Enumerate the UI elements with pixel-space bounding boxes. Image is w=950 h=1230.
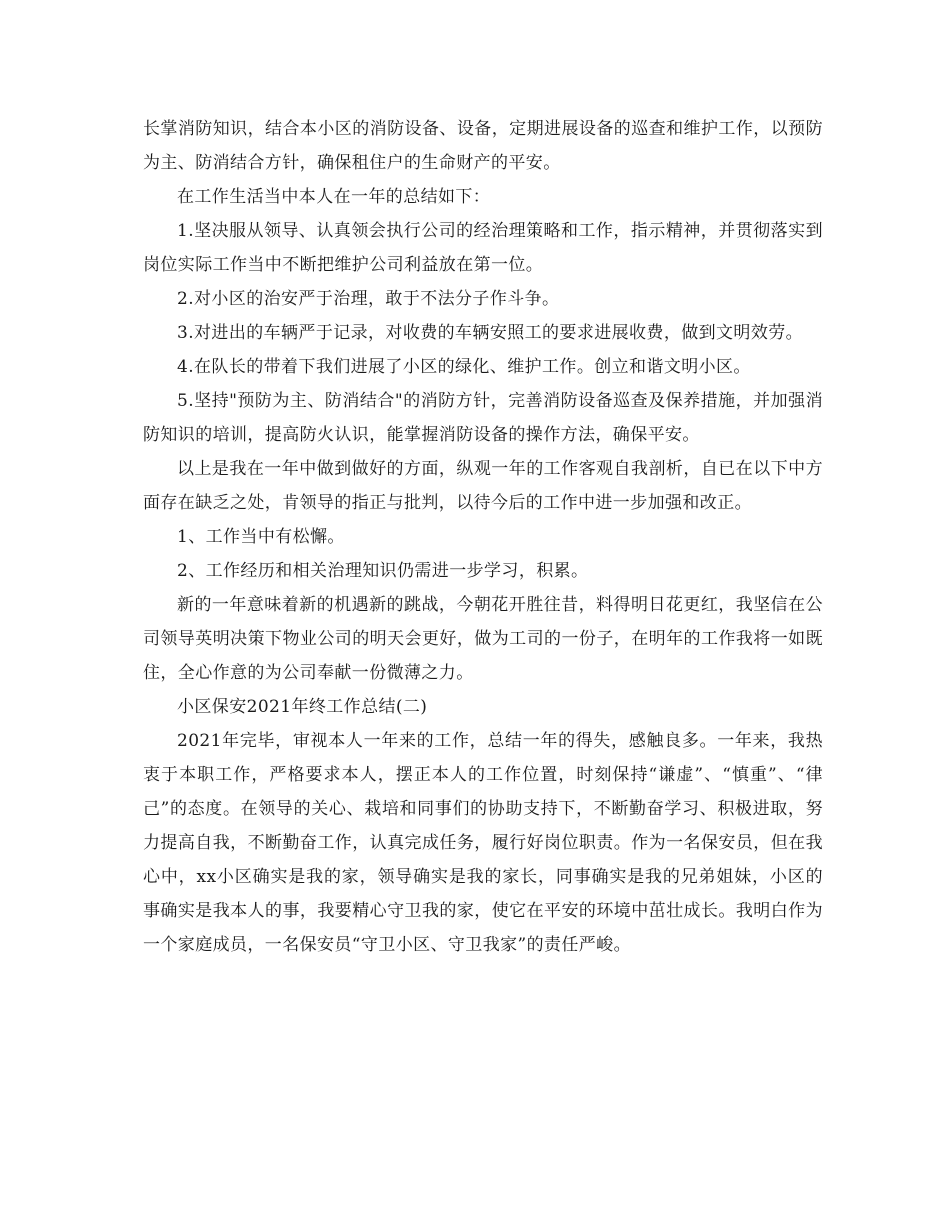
- paragraph-13: 2021年完毕，审视本人一年来的工作，总结一年的得失，感触良多。一年来，我热衷于本职工作，严格要求本人，摆正本人的工作位置，时刻保持“谦虚”、“慎重”、“律己”的态度。在领导的关心、栽培和同事们的协助支持下，不断勤奋学习、积极进取，努力提高自我，不断勤奋工作，认真完成任务，履行好岗位职责。作为一名保安员，但在我心中，xx小区确实是我的家，领导确实是我的家长，同事确实是我的兄弟姐妹，小区的事确实是我本人的事，我要精心守卫我的家，使它在平安的环境中茁壮成长。我明白作为一个家庭成员，一名保安员“守卫小区、守卫我家”的责任严峻。: [143, 731, 823, 955]
- paragraph-4: 2.对小区的治安严于治理，敢于不法分子作斗争。: [177, 289, 560, 309]
- paragraph-8: 以上是我在一年中做到做好的方面，纵观一年的工作客观自我剖析，自已在以下中方面存在缺乏之处，肯领导的指正与批判，以待今后的工作中进一步加强和改正。: [143, 459, 823, 513]
- paragraph-9: 1、工作当中有松懈。: [177, 527, 345, 547]
- paragraph-2: 在工作生活当中本人在一年的总结如下：: [177, 187, 491, 207]
- section-heading: 小区保安2021年终工作总结(二): [177, 697, 428, 717]
- paragraph-3: 1.坚决服从领导、认真领会执行公司的经治理策略和工作，指示精神，并贯彻落实到岗位实际工作当中不断把维护公司利益放在第一位。: [143, 221, 823, 275]
- paragraph-6: 4.在队长的带着下我们进展了小区的绿化、维护工作。创立和谐文明小区。: [177, 357, 751, 377]
- document-body: [143, 112, 823, 962]
- paragraph-5: 3.对进出的车辆严于记录，对收费的车辆安照工的要求进展收费，做到文明效劳。: [177, 323, 804, 343]
- paragraph-11: 新的一年意味着新的机遇新的跳战，今朝花开胜往昔，料得明日花更红，我坚信在公司领导英明决策下物业公司的明天会更好，做为工司的一份子，在明年的工作我将一如既住，全心作意的为公司奉献一份微薄之力。: [143, 595, 823, 683]
- paragraph-10: 2、工作经历和相关治理知识仍需进一步学习，积累。: [177, 561, 589, 581]
- paragraph-1: 长掌消防知识，结合本小区的消防设备、设备，定期进展设备的巡查和维护工作，以预防为主、防消结合方针，确保租住户的生命财产的平安。: [143, 119, 823, 173]
- paragraph-7: 5.坚持"预防为主、防消结合"的消防方针，完善消防设备巡查及保养措施，并加强消防知识的培训，提高防火认识，能掌握消防设备的操作方法，确保平安。: [143, 391, 823, 445]
